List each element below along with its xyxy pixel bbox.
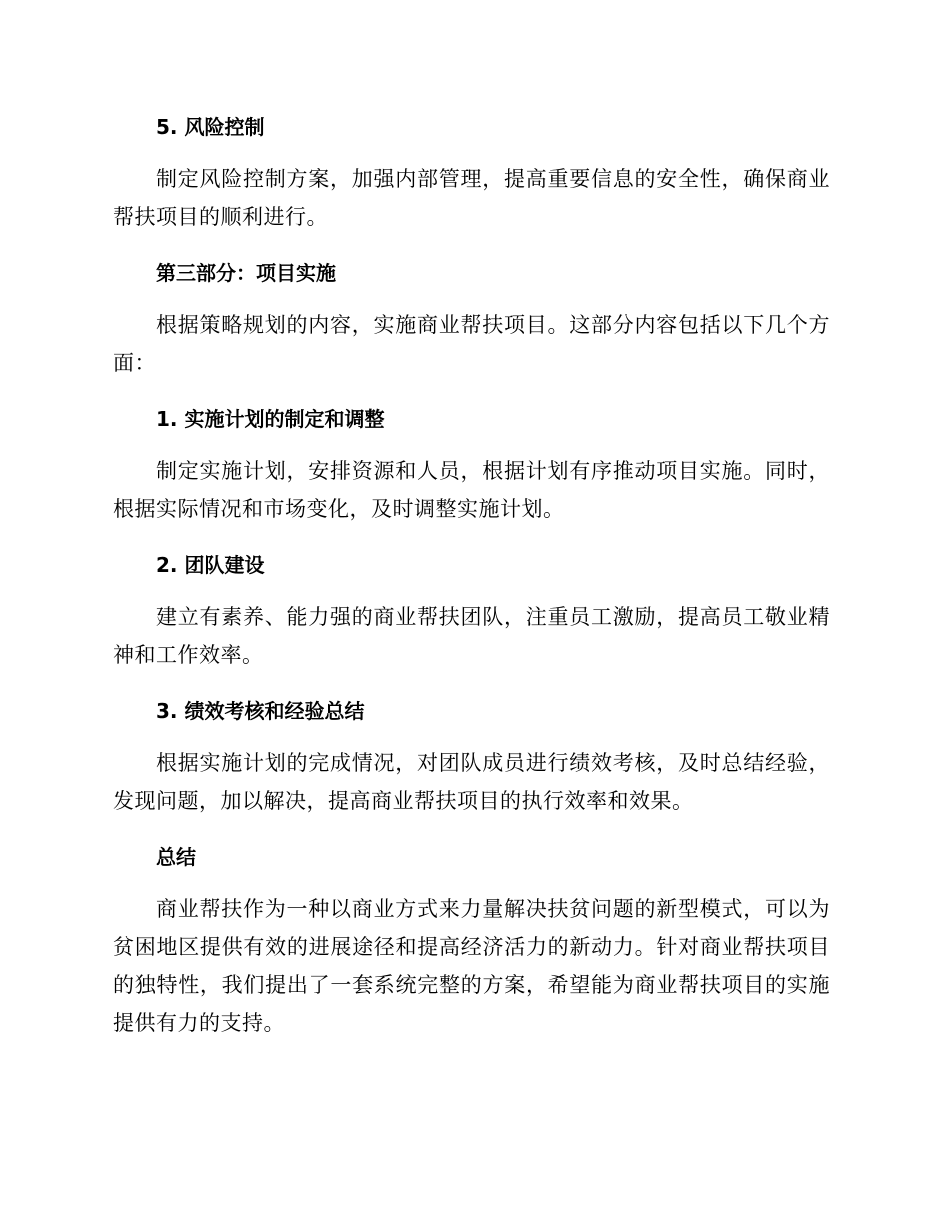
section-heading-team: 2. 团队建设 [156,553,265,577]
part-heading-implementation: 第三部分：项目实施 [156,261,336,285]
paragraph-team: 建立有素养、能力强的商业帮扶团队，注重员工激励，提高员工敬业精神和工作效率。 [113,605,830,667]
paragraph-risk-control: 制定风险控制方案，加强内部管理，提高重要信息的安全性，确保商业帮扶项目的顺利进行。 [113,167,830,229]
paragraph-implementation-intro: 根据策略规划的内容，实施商业帮扶项目。这部分内容包括以下几个方面： [113,313,830,375]
section-heading-performance: 3. 绩效考核和经验总结 [156,699,365,723]
paragraph-performance: 根据实施计划的完成情况，对团队成员进行绩效考核，及时总结经验，发现问题，加以解决，提高商业帮扶项目的执行效率和效果。 [113,751,830,813]
section-heading-summary: 总结 [156,845,196,869]
paragraph-summary: 商业帮扶作为一种以商业方式来力量解决扶贫问题的新型模式，可以为贫困地区提供有效的进展途径和提高经济活力的新动力。针对商业帮扶项目的独特性，我们提出了一套系统完整的方案，希望能为商业帮扶项目的实施提供有力的支持。 [113,897,830,1035]
section-heading-plan: 1. 实施计划的制定和调整 [156,407,385,431]
paragraph-plan: 制定实施计划，安排资源和人员，根据计划有序推动项目实施。同时，根据实际情况和市场变化，及时调整实施计划。 [113,459,830,521]
section-heading-risk-control: 5. 风险控制 [156,115,265,139]
